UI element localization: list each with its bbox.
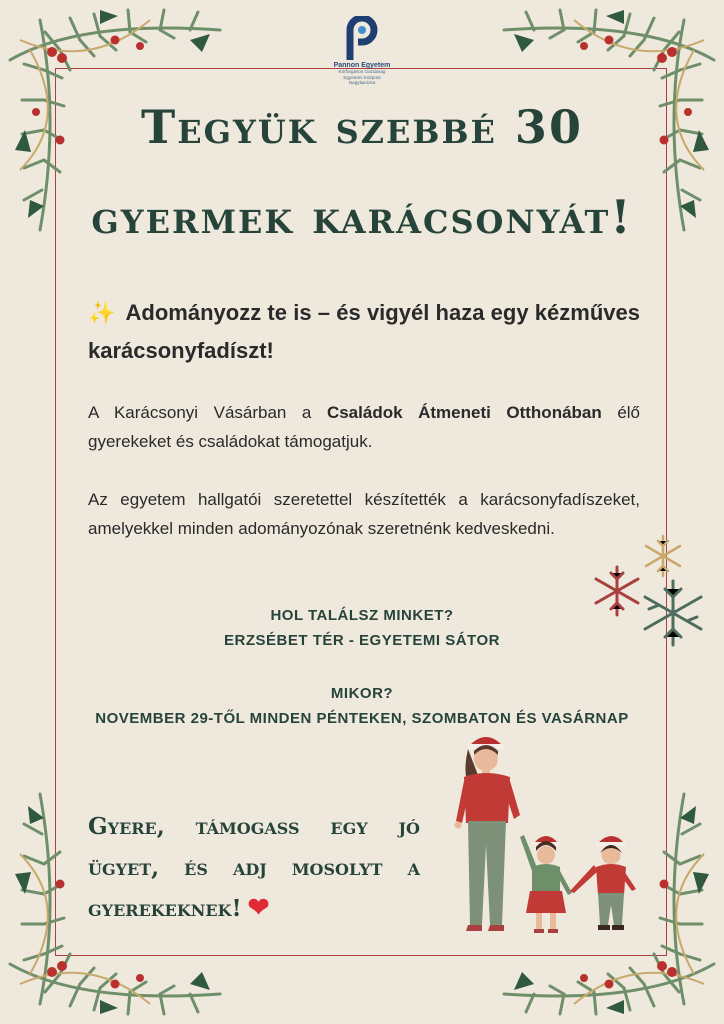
paragraph-support-after: élő gyerekeket és családokat támogatjuk. [88,403,641,451]
child-girl-figure [520,835,572,933]
snowflake-gold-icon [640,533,686,579]
lead-message: Adományozz te is – és vigyél haza egy kézműves karácsonyfadíszt! [88,300,640,363]
mother-figure [455,737,521,931]
paragraph-support-before: A Karácsonyi Vásárban a [88,403,327,422]
when-section [0,681,724,731]
university-logo [312,16,412,86]
logo-subtitle-3: Nagykanizsa [348,80,376,86]
where-question: HOL TALÁLSZ MINKET? [270,607,454,624]
where-section [0,603,724,653]
logo-subtitle-2: Egyetemi Központ [343,74,381,80]
heart-icon: ❤ [247,893,270,923]
closing-text: Gyere, támogass egy jó ügyet, és adj mosolyt a gyerekeknek! [88,813,420,922]
sparkles-icon: ✨ [88,300,116,325]
pannon-logo-icon [342,16,382,60]
paragraph-support [88,398,640,456]
child-boy-figure [570,836,636,930]
lead-text [88,294,640,370]
paragraph-support-bold: Családok Átmeneti Otthonában [326,403,602,422]
where-answer: ERZSÉBET TÉR - EGYETEMI SÁTOR [224,632,500,649]
when-answer: NOVEMBER 29-TŐL MINDEN PÉNTEKEN, SZOMBATON ÉS VASÁRNAP [95,710,629,727]
logo-subtitle-1: Körforgásos Gazdaság [338,69,386,74]
logo-name: Pannon Egyetem [333,62,391,69]
family-illustration [448,725,648,955]
closing-message [88,806,420,929]
title-line-2: gyermek karácsonyát! [91,190,633,244]
title-line-1: Tegyük szebbé 30 [141,100,583,154]
when-question: MIKOR? [330,685,394,702]
paragraph-ornaments: Az egyetem hallgatói szeretettel készítették a karácsonyfadíszeket, amelyekkel minden adományozónak szeretnénk kedveskedni. [88,490,640,538]
